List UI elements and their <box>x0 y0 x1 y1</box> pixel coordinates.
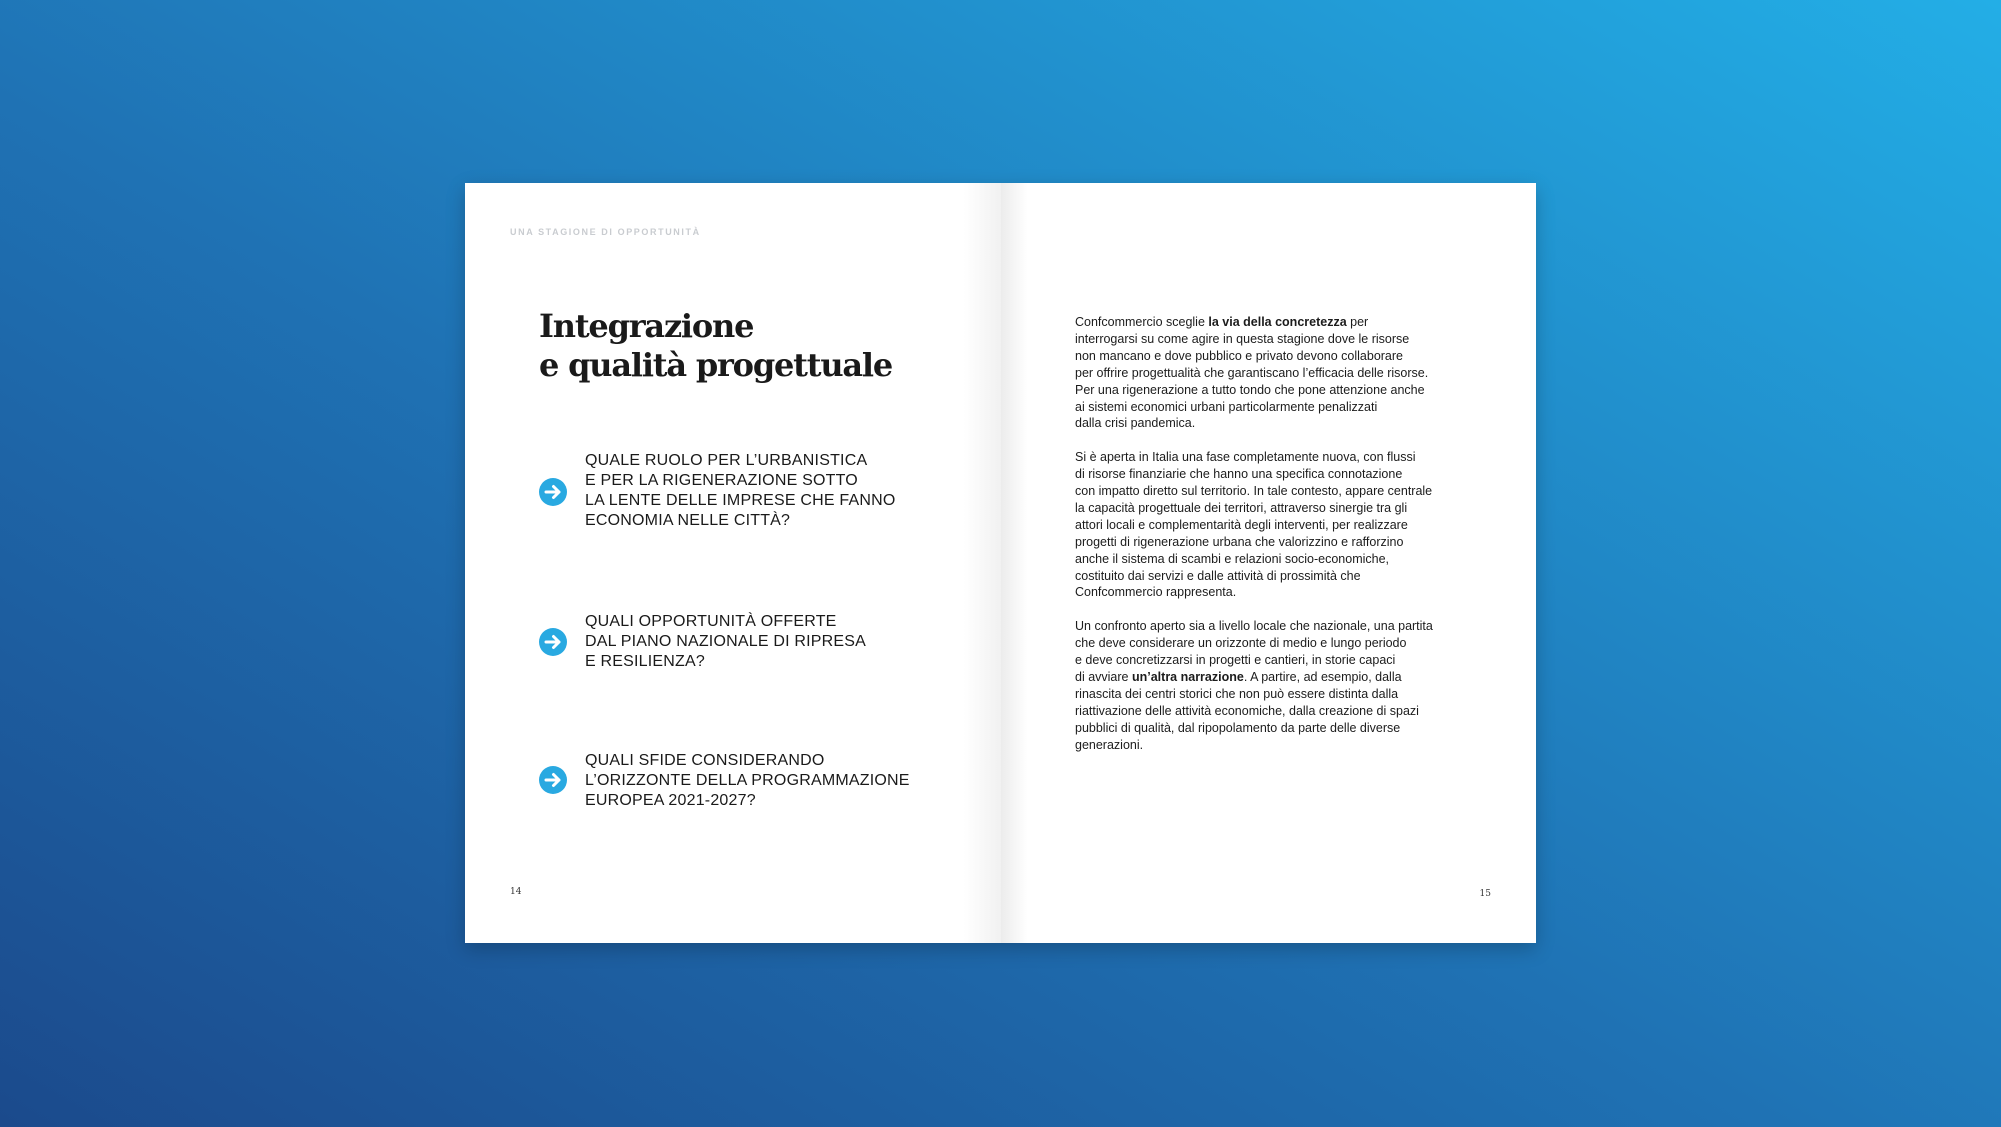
text-line <box>1075 669 1475 686</box>
text-line <box>1075 415 1475 432</box>
question-line: L’ORIZZONTE DELLA PROGRAMMAZIONE <box>585 772 910 789</box>
text-run: costituito dai servizi e dalle attività di prossimità che <box>1075 568 1361 583</box>
question-line: E RESILIENZA? <box>585 653 705 670</box>
page-title <box>539 307 892 385</box>
bold-phrase: la via della concretezza <box>1208 315 1347 329</box>
text-line <box>1075 703 1475 720</box>
text-line <box>1075 314 1475 331</box>
text-line <box>1075 686 1475 703</box>
text-run: riattivazione delle attività economiche, dalla creazione di spazi <box>1075 703 1419 718</box>
text-run: e deve concretizzarsi in progetti e cantieri, in storie capaci <box>1075 653 1396 668</box>
question-line: DAL PIANO NAZIONALE DI RIPRESA <box>585 633 867 650</box>
text-line <box>1075 466 1475 483</box>
text-line <box>1075 517 1475 534</box>
text-run: Per una rigenerazione a tutto tondo che pone attenzione anche <box>1075 382 1425 397</box>
text-run: progetti di rigenerazione urbana che valorizzino e rafforzino <box>1075 534 1404 549</box>
title-line: Integrazione <box>539 307 754 345</box>
text-run: dalla crisi pandemica. <box>1075 416 1196 431</box>
text-line <box>1075 449 1475 466</box>
text-line <box>1075 331 1475 348</box>
text-line <box>1075 720 1475 737</box>
text-run: non mancano e dove pubblico e privato devono collaborare <box>1075 348 1404 363</box>
text-run: pubblici di qualità, dal ripopolamento da parte delle diverse <box>1075 720 1401 735</box>
title-line: e qualità progettuale <box>539 346 893 384</box>
text-line <box>1075 365 1475 382</box>
text-line <box>1075 534 1475 551</box>
arrow-right-circle-icon <box>539 478 567 506</box>
question-line: ECONOMIA NELLE CITTÀ? <box>585 512 791 529</box>
text-line <box>1075 618 1475 635</box>
text-run: ai sistemi economici urbani particolarmente penalizzati <box>1075 399 1378 414</box>
question-line: QUALE RUOLO PER L’URBANISTICA <box>585 452 868 469</box>
text-line <box>1075 737 1475 754</box>
text-run: per offrire progettualità che garantiscano l’efficacia delle risorse. <box>1075 365 1429 380</box>
question-line: EUROPEA 2021-2027? <box>585 792 756 809</box>
question-line: LA LENTE DELLE IMPRESE CHE FANNO <box>585 492 896 509</box>
text-run: che deve considerare un orizzonte di medio e lungo periodo <box>1075 636 1407 651</box>
question-text <box>585 451 896 531</box>
arrow-right-circle-icon <box>539 766 567 794</box>
text-run: attori locali e complementarità degli interventi, per realizzare <box>1075 517 1408 532</box>
text-line <box>1075 483 1475 500</box>
question-text <box>585 751 910 811</box>
text-run: rinascita dei centri storici che non può essere distinta dalla <box>1075 686 1399 701</box>
text-line <box>1075 635 1475 652</box>
left-page <box>465 183 1001 943</box>
text-line <box>1075 348 1475 365</box>
question-text <box>585 612 866 672</box>
text-run: Confcommercio sceglie <box>1075 315 1209 329</box>
arrow-right-circle-icon <box>539 628 567 656</box>
text-run: anche il sistema di scambi e relazioni socio-economiche, <box>1075 551 1390 566</box>
right-page <box>1001 183 1536 943</box>
text-line <box>1075 551 1475 568</box>
paragraph <box>1075 449 1475 601</box>
text-run: Confcommercio rappresenta. <box>1075 585 1237 600</box>
text-line <box>1075 382 1475 399</box>
text-run: Un confronto aperto sia a livello locale che nazionale, una partita <box>1075 619 1433 634</box>
page-number: 14 <box>510 887 522 897</box>
bold-phrase: un’altra narrazione <box>1131 670 1244 684</box>
text-run: Si è aperta in Italia una fase completamente nuova, con flussi <box>1075 450 1416 465</box>
text-run: la capacità progettuale dei territori, attraverso sinergie tra gli <box>1075 500 1408 515</box>
question-line: E PER LA RIGENERAZIONE SOTTO <box>585 472 858 489</box>
text-line <box>1075 584 1475 601</box>
text-line <box>1075 399 1475 416</box>
booklet-spread <box>465 183 1536 943</box>
text-run: per <box>1346 315 1369 329</box>
text-run: . A partire, ad esempio, dalla <box>1243 670 1402 684</box>
text-run: di avviare <box>1075 670 1132 684</box>
text-run: con impatto diretto sul territorio. In tale contesto, appare centrale <box>1075 484 1433 499</box>
question-line: QUALI SFIDE CONSIDERANDO <box>585 752 825 769</box>
text-run: di risorse finanziarie che hanno una specifica connotazione <box>1075 467 1403 482</box>
body-text <box>1075 314 1475 770</box>
text-line <box>1075 568 1475 585</box>
text-run: interrogarsi su come agire in questa stagione dove le risorse <box>1075 331 1410 346</box>
running-head: UNA STAGIONE DI OPPORTUNITÀ <box>510 227 701 237</box>
paragraph <box>1075 314 1475 432</box>
text-line <box>1075 500 1475 517</box>
text-line <box>1075 652 1475 669</box>
text-run: generazioni. <box>1075 737 1144 752</box>
paragraph <box>1075 618 1475 753</box>
question-line: QUALI OPPORTUNITÀ OFFERTE <box>585 613 837 630</box>
page-number: 15 <box>1479 889 1491 899</box>
